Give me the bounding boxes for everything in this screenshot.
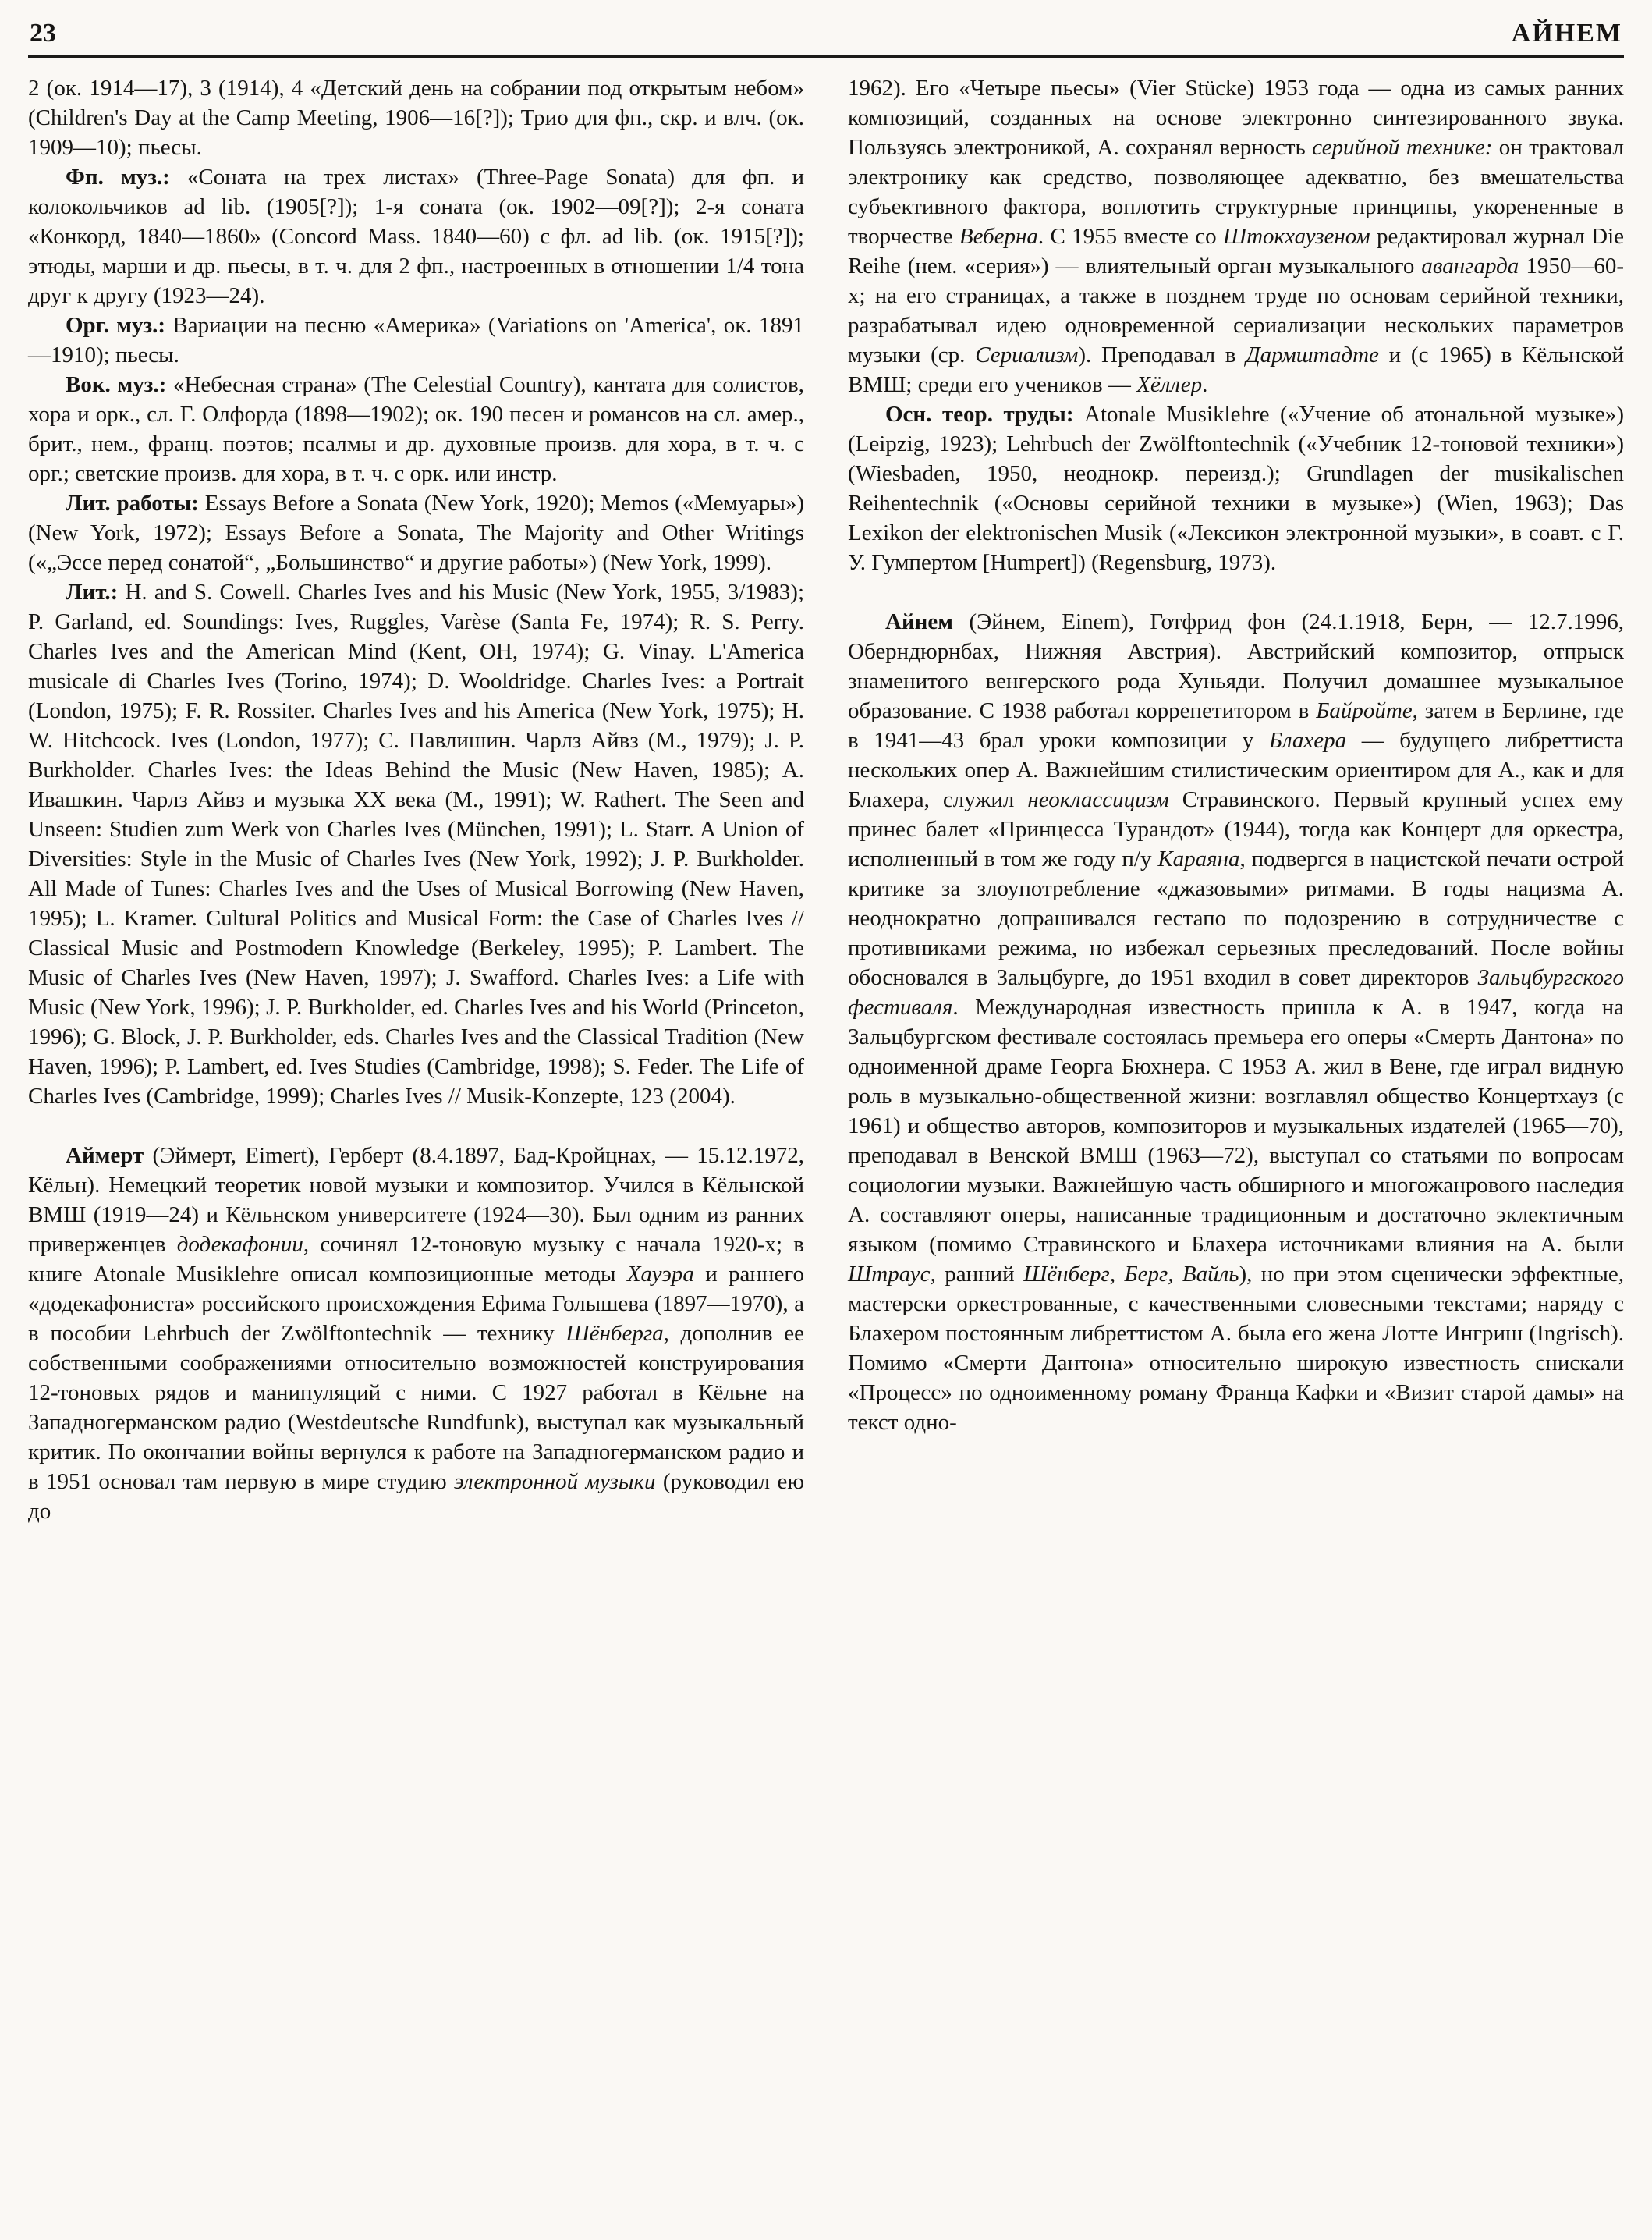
header-rule [28, 55, 1624, 58]
bold-text: Осн. теор. труды: [885, 402, 1074, 427]
running-head: АЙНЕМ [1511, 19, 1622, 48]
italic-text: Дармштадте [1246, 343, 1379, 367]
bold-text: Орг. муз.: [66, 313, 166, 338]
italic-text: Веберна [959, 224, 1038, 249]
italic-text: Хёллер [1136, 372, 1203, 397]
bold-text: Айнем [885, 609, 953, 634]
paragraph: 1962). Его «Четыре пьесы» (Vier Stücke) 1953 года — одна из самых ранних композиций, созданных на основе электронно синтезированного звука. Пользуясь электроникой, А. сохранял верность серийной технике: он трактовал электронику как средство, позволяющее адекватно, без вмешательства субъективного фактора, воплотить структурные принципы, укорененные в творчестве Веберна. С 1955 вместе со Штокхаузеном редактировал журнал Die Reihe (нем. «серия») — влиятельный орган музыкального авангарда 1950—60-х; на его страницах, а также в позднем труде по основам серийной техники, разрабатывал идею одновременной сериализации нескольких параметров музыки (ср. Сериализм). Преподавал в Дармштадте и (с 1965) в Кёльнской ВМШ; среди его учеников — Хёллер. [848, 76, 1625, 397]
right-column [848, 73, 1624, 1526]
paragraph: Лит.: H. and S. Cowell. Charles Ives and his Music (New York, 1955, 3/1983); P. Garland, ed. Soundings: Ives, Ruggles, Varèse (Santa Fe, 1974); R. S. Perry. Charles Ives and the American Mind (Kent, OH, 1974); G. Vinay. L'America musicale di Charles Ives (Torino, 1974); D. Wooldridge. Charles Ives: a Portrait (London, 1975); F. R. Rossiter. Charles Ives and his America (New York, 1975); H. W. Hitchcock. Ives (London, 1977); С. Павлишин. Чарлз Айвз (М., 1979); J. P. Burkholder. Charles Ives: the Ideas Behind the Music (New Haven, 1985); А. Ивашкин. Чарлз Айвз и музыка XX века (М., 1991); W. Rathert. The Seen and Unseen: Studien zum Werk von Charles Ives (München, 1991); L. Starr. A Union of Diversities: Style in the Music of Charles Ives (New York, 1992); J. P. Burkholder. All Made of Tunes: Charles Ives and the Uses of Musical Borrowing (New Haven, 1995); L. Kramer. Cultural Politics and Musical Form: the Case of Charles Ives // Classical Music and Postmodern Knowledge (Berkeley, 1995); P. Lambert. The Music of Charles Ives (New Haven, 1997); J. Swafford. Charles Ives: a Life with Music (New York, 1996); J. P. Burkholder, ed. Charles Ives and his World (Princeton, 1996); G. Block, J. P. Burkholder, eds. Charles Ives and the Classical Tradition (New Haven, 1996); P. Lambert, ed. Ives Studies (Cambridge, 1998); S. Feder. The Life of Charles Ives (Cambridge, 1999); Charles Ives // Musik-Konzepte, 123 (2004). [28, 580, 804, 1109]
italic-text: Штраус [848, 1262, 931, 1287]
italic-text: Штокхаузеном [1222, 224, 1370, 249]
page-number: 23 [30, 19, 56, 48]
bold-text: Аймерт [66, 1143, 144, 1168]
italic-text: Зальцбургского фестиваля [848, 965, 1624, 1020]
paragraph: Айнем (Эйнем, Einem), Готфрид фон (24.1.1918, Берн, — 12.7.1996, Оберндюрнбах, Нижняя Австрия). Австрийский композитор, отпрыск знаменитого венгерского рода Хуньяди. Получил домашнее музыкальное образование. С 1938 работал коррепетитором в Байройте, затем в Берлине, где в 1941—43 брал уроки композиции у Блахера — будущего либреттиста нескольких опер А. Важнейшим стилистическим ориентиром для А., как и для Блахера, служил неоклассицизм Стравинского. Первый крупный успех ему принес балет «Принцесса Турандот» (1944), тогда как Концерт для оркестра, исполненный в том же году п/у Караяна, подвергся в нацистской печати острой критике за злоупотребление «джазовыми» ритмами. В годы нацизма А. неоднократно допрашивался гестапо по подозрению в сотрудничестве с противниками режима, но избежал серьезных преследований. После войны обосновался в Зальцбурге, до 1951 входил в совет директоров Зальцбургского фестиваля. Международная известность пришла к А. в 1947, когда на Зальцбургском фестивале состоялась премьера его оперы «Смерть Дантона» по одноименной драме Георга Бюхнера. С 1953 А. жил в Вене, где играл видную роль в музыкально-общественной жизни: возглавлял общество Концертхауз (с 1961) и общество авторов, композиторов и музыкальных издателей (1965—70), преподавал в Венской ВМШ (1963—72), выступал со статьями по вопросам социологии музыки. Важнейшую часть обширного и многожанрового наследия А. составляют оперы, написанные традиционным и достаточно эклектичным языком (помимо Стравинского и Блахера источниками влияния на А. были Штраус, ранний Шёнберг, Берг, Вайль), но при этом сценически эффектные, мастерски оркестрованные, с качественными словесными текстами; наряду с Блахером постоянным либреттистом А. была его жена Лотте Ингриш (Ingrisch). Помимо «Смерти Дантона» относительно широкую известность снискали «Процесс» по одноименному роману Франца Кафки и «Визит старой дамы» на текст одно- [848, 609, 1625, 1435]
paragraph: 2 (ок. 1914—17), 3 (1914), 4 «Детский день на собрании под открытым небом» (Children's Day at the Camp Meeting, 1906—16[?]); Трио для фп., скр. и влч. (ок. 1909—10); пьесы. [28, 76, 804, 160]
bold-text: Лит. работы: [66, 491, 199, 516]
italic-text: неоклассицизм [1027, 787, 1169, 812]
italic-text: электронной музыки [453, 1469, 656, 1494]
paragraph: Аймерт (Эймерт, Eimert), Герберт (8.4.1897, Бад-Кройцнах, — 15.12.1972, Кёльн). Немецкий теоретик новой музыки и композитор. Учился в Кёльнской ВМШ (1919—24) и Кёльнском университете (1924—30). Был одним из ранних приверженцев додекафонии, сочинял 12-тоновую музыку с начала 1920-х; в книге Atonale Musiklehre описал композиционные методы Хауэра и раннего «додекафониста» российского происхождения Ефима Голышева (1897—1970), а в пособии Lehrbuch der Zwölftontechnik — технику Шёнберга, дополнив ее собственными соображениями относительно возможностей конструирования 12-тоновых рядов и манипуляций с ними. С 1927 работал в Кёльне на Западногерманском радио (Westdeutsche Rundfunk), выступал как музыкальный критик. По окончании войны вернулся к работе на Западногерманском радио и в 1951 основал там первую в мире студию электронной музыки (руководил ею до [28, 1143, 805, 1524]
bold-text: Лит.: [66, 580, 119, 605]
italic-text: Шёнберг, Берг, Вайль [1023, 1262, 1239, 1287]
italic-text: додекафонии [176, 1232, 303, 1257]
text-columns [28, 73, 1624, 1526]
paragraph: Орг. муз.: Вариации на песню «Америка» (Variations on 'America', ок. 1891—1910); пьесы. [28, 313, 804, 367]
italic-text: Байройте [1316, 698, 1413, 723]
italic-text: Блахера [1268, 728, 1347, 753]
paragraph: Осн. теор. труды: Atonale Musiklehre («Учение об атональной музыке») (Leipzig, 1923); Lehrbuch der Zwölftontechnik («Учебник 12-тоновой техники») (Wiesbaden, 1950, неоднокр. переизд.); Grundlagen der musikalischen Reihentechnik («Основы серийной техники в музыке») (Wien, 1963); Das Lexikon der elektronischen Musik («Лексикон электронной музыки», в соавт. с Г. У. Гумпертом [Humpert]) (Regensburg, 1973). [848, 402, 1624, 575]
italic-text: Караяна [1157, 847, 1240, 872]
left-column [28, 73, 804, 1526]
italic-text: Шёнберга [565, 1321, 664, 1346]
bold-text: Фп. муз.: [66, 165, 170, 190]
italic-text: Хауэра [626, 1262, 694, 1287]
italic-text: Сериализм [975, 343, 1079, 367]
italic-text: серийной технике: [1312, 135, 1493, 160]
page-header [28, 19, 1624, 48]
paragraph: Лит. работы: Essays Before a Sonata (New York, 1920); Memos («Мемуары») (New York, 1972); Essays Before a Sonata, The Majority and Other Writings («„Эссе перед сонатой“, „Большинство“ и другие работы») (New York, 1999). [28, 491, 805, 575]
paragraph: Фп. муз.: «Соната на трех листах» (Three-Page Sonata) для фп. и колокольчиков ad lib. (1905[?]); 1-я соната (ок. 1902—09[?]); 2-я соната «Конкорд, 1840—1860» (Concord Mass. 1840—60) с фл. ad lib. (ок. 1915[?]); этюды, марши и др. пьесы, в т. ч. для 2 фп., настроенных в отношении 1/4 тона друг к другу (1923—24). [28, 165, 804, 308]
italic-text: авангарда [1421, 254, 1519, 279]
bold-text: Вок. муз.: [66, 372, 167, 397]
paragraph: Вок. муз.: «Небесная страна» (The Celestial Country), кантата для солистов, хора и орк., сл. Г. Олфорда (1898—1902); ок. 190 песен и романсов на сл. амер., брит., нем., франц. поэтов; псалмы и др. духовные произв. для хора, в т. ч. с орг.; светские произв. для хора, в т. ч. с орк. или инстр. [28, 372, 804, 486]
